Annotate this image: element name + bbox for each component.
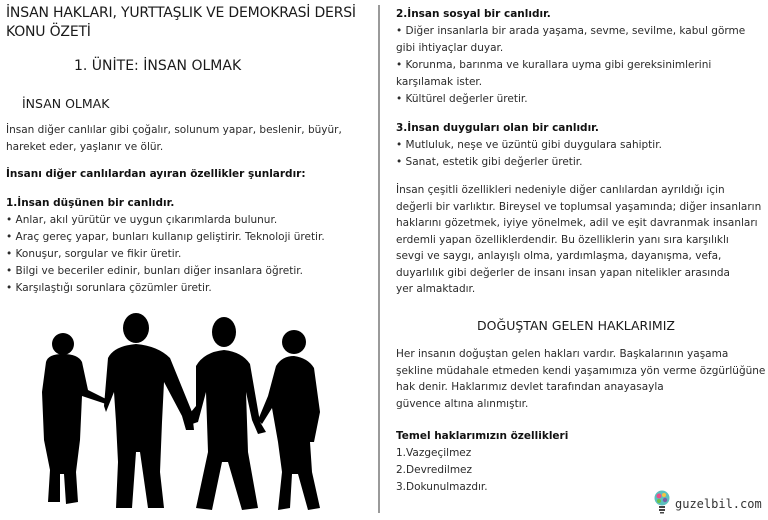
list-item: 1.Vazgeçilmez [396, 447, 472, 459]
list-item: • Mutluluk, neşe ve üzüntü gibi duygulara sahiptir. [396, 139, 662, 151]
feature-3-section [396, 120, 662, 171]
list-item: • Bilgi ve beceriler edinir, bunları diğer insanlara öğretir. [6, 265, 303, 277]
list-item: • Diğer insanlarla bir arada yaşama, sevme, sevilme, kabul görme [396, 25, 746, 37]
watermark-text: guzelbil.com [675, 497, 762, 511]
list-item: • Kültürel değerler üretir. [396, 93, 528, 105]
rights-heading: DOĞUŞTAN GELEN HAKLARIMIZ [477, 318, 675, 333]
paragraph-line: haklarını gözetmek, iyiye yönelmek, adil ve eşit davranmak insanları [396, 217, 758, 229]
feature-1-heading: 1.İnsan düşünen bir canlıdır. [6, 197, 175, 209]
feature-1-section [6, 195, 325, 297]
lightbulb-icon [653, 490, 671, 518]
paragraph-line: İnsan çeşitli özellikleri nedeniyle diğer canlılardan ayrıldığı için [396, 184, 725, 196]
paragraph-line: sevgi ve saygı, anlayışlı olma, yardımlaşma, dayanışma, vefa, [396, 250, 722, 262]
distinguishing-heading: İnsanı diğer canlılardan ayıran özellikler şunlardır: [6, 168, 306, 180]
unit-title: 1. ÜNİTE: İNSAN OLMAK [74, 58, 242, 74]
list-item: • Konuşur, sorgular ve fikir üretir. [6, 248, 182, 260]
feature-2-heading: 2.İnsan sosyal bir canlıdır. [396, 8, 551, 20]
paragraph-line: şekline müdahale etmeden kendi yaşamımıza yön verme özgürlüğüne [396, 364, 766, 377]
list-item: 3.Dokunulmazdır. [396, 481, 488, 493]
list-item: • Korunma, barınma ve kurallara uyma gibi gereksinimlerini [396, 59, 712, 71]
list-item: • Sanat, estetik gibi değerler üretir. [396, 156, 583, 168]
intro-line-1: İnsan diğer canlılar gibi çoğalır, solunum yapar, beslenir, büyür, [6, 124, 342, 136]
title-line-1: İNSAN HAKLARI, YURTTAŞLIK VE DEMOKRASİ DERSİ [6, 5, 356, 21]
intro-line-2: hareket eder, yaşlanır ve ölür. [6, 141, 164, 153]
section-heading: İNSAN OLMAK [22, 96, 110, 111]
list-item: • Araç gereç yapar, bunları kullanıp geliştirir. Teknoloji üretir. [6, 231, 325, 243]
watermark [653, 490, 762, 518]
paragraph-line: değerli bir varlıktır. Bireysel ve toplumsal yaşamında; diğer insanların [396, 200, 762, 213]
column-divider [378, 5, 380, 513]
list-item: • Anlar, akıl yürütür ve uygun çıkarımlarda bulunur. [6, 214, 278, 226]
intro-paragraph [6, 122, 342, 156]
feature-2-section [396, 6, 745, 108]
list-item-continued: karşılamak ister. [396, 76, 483, 88]
title-line-2: KONU ÖZETİ [6, 24, 91, 40]
paragraph-line: erdemli yapan özelliklerdendir. Bu özelliklerin yanı sıra karşılıklı [396, 233, 729, 246]
rights-paragraph [396, 346, 765, 412]
paragraph-line: duyarlılık gibi değerler de insanı insan yapan nitelikler arasında [396, 266, 730, 279]
document-title [6, 4, 356, 42]
paragraph-line: yer almaktadır. [396, 283, 476, 295]
paragraph-line: hak denir. Haklarımız devlet tarafından anayasayla [396, 381, 664, 393]
paragraph-line: güvence altına alınmıştır. [396, 397, 529, 410]
list-item: 2.Devredilmez [396, 464, 473, 476]
basic-rights-section [396, 428, 568, 496]
list-item: • Karşılaştığı sorunlara çözümler üretir. [6, 282, 212, 294]
feature-3-heading: 3.İnsan duyguları olan bir canlıdır. [396, 122, 599, 134]
feature-1-list [6, 212, 325, 297]
values-paragraph [396, 182, 761, 298]
paragraph-line: Her insanın doğuştan gelen hakları vardır. Başkalarının yaşama [396, 348, 729, 360]
family-silhouette-icon [36, 312, 326, 512]
list-item-continued: gibi ihtiyaçlar duyar. [396, 42, 504, 54]
basic-rights-heading: Temel haklarımızın özellikleri [396, 430, 569, 442]
